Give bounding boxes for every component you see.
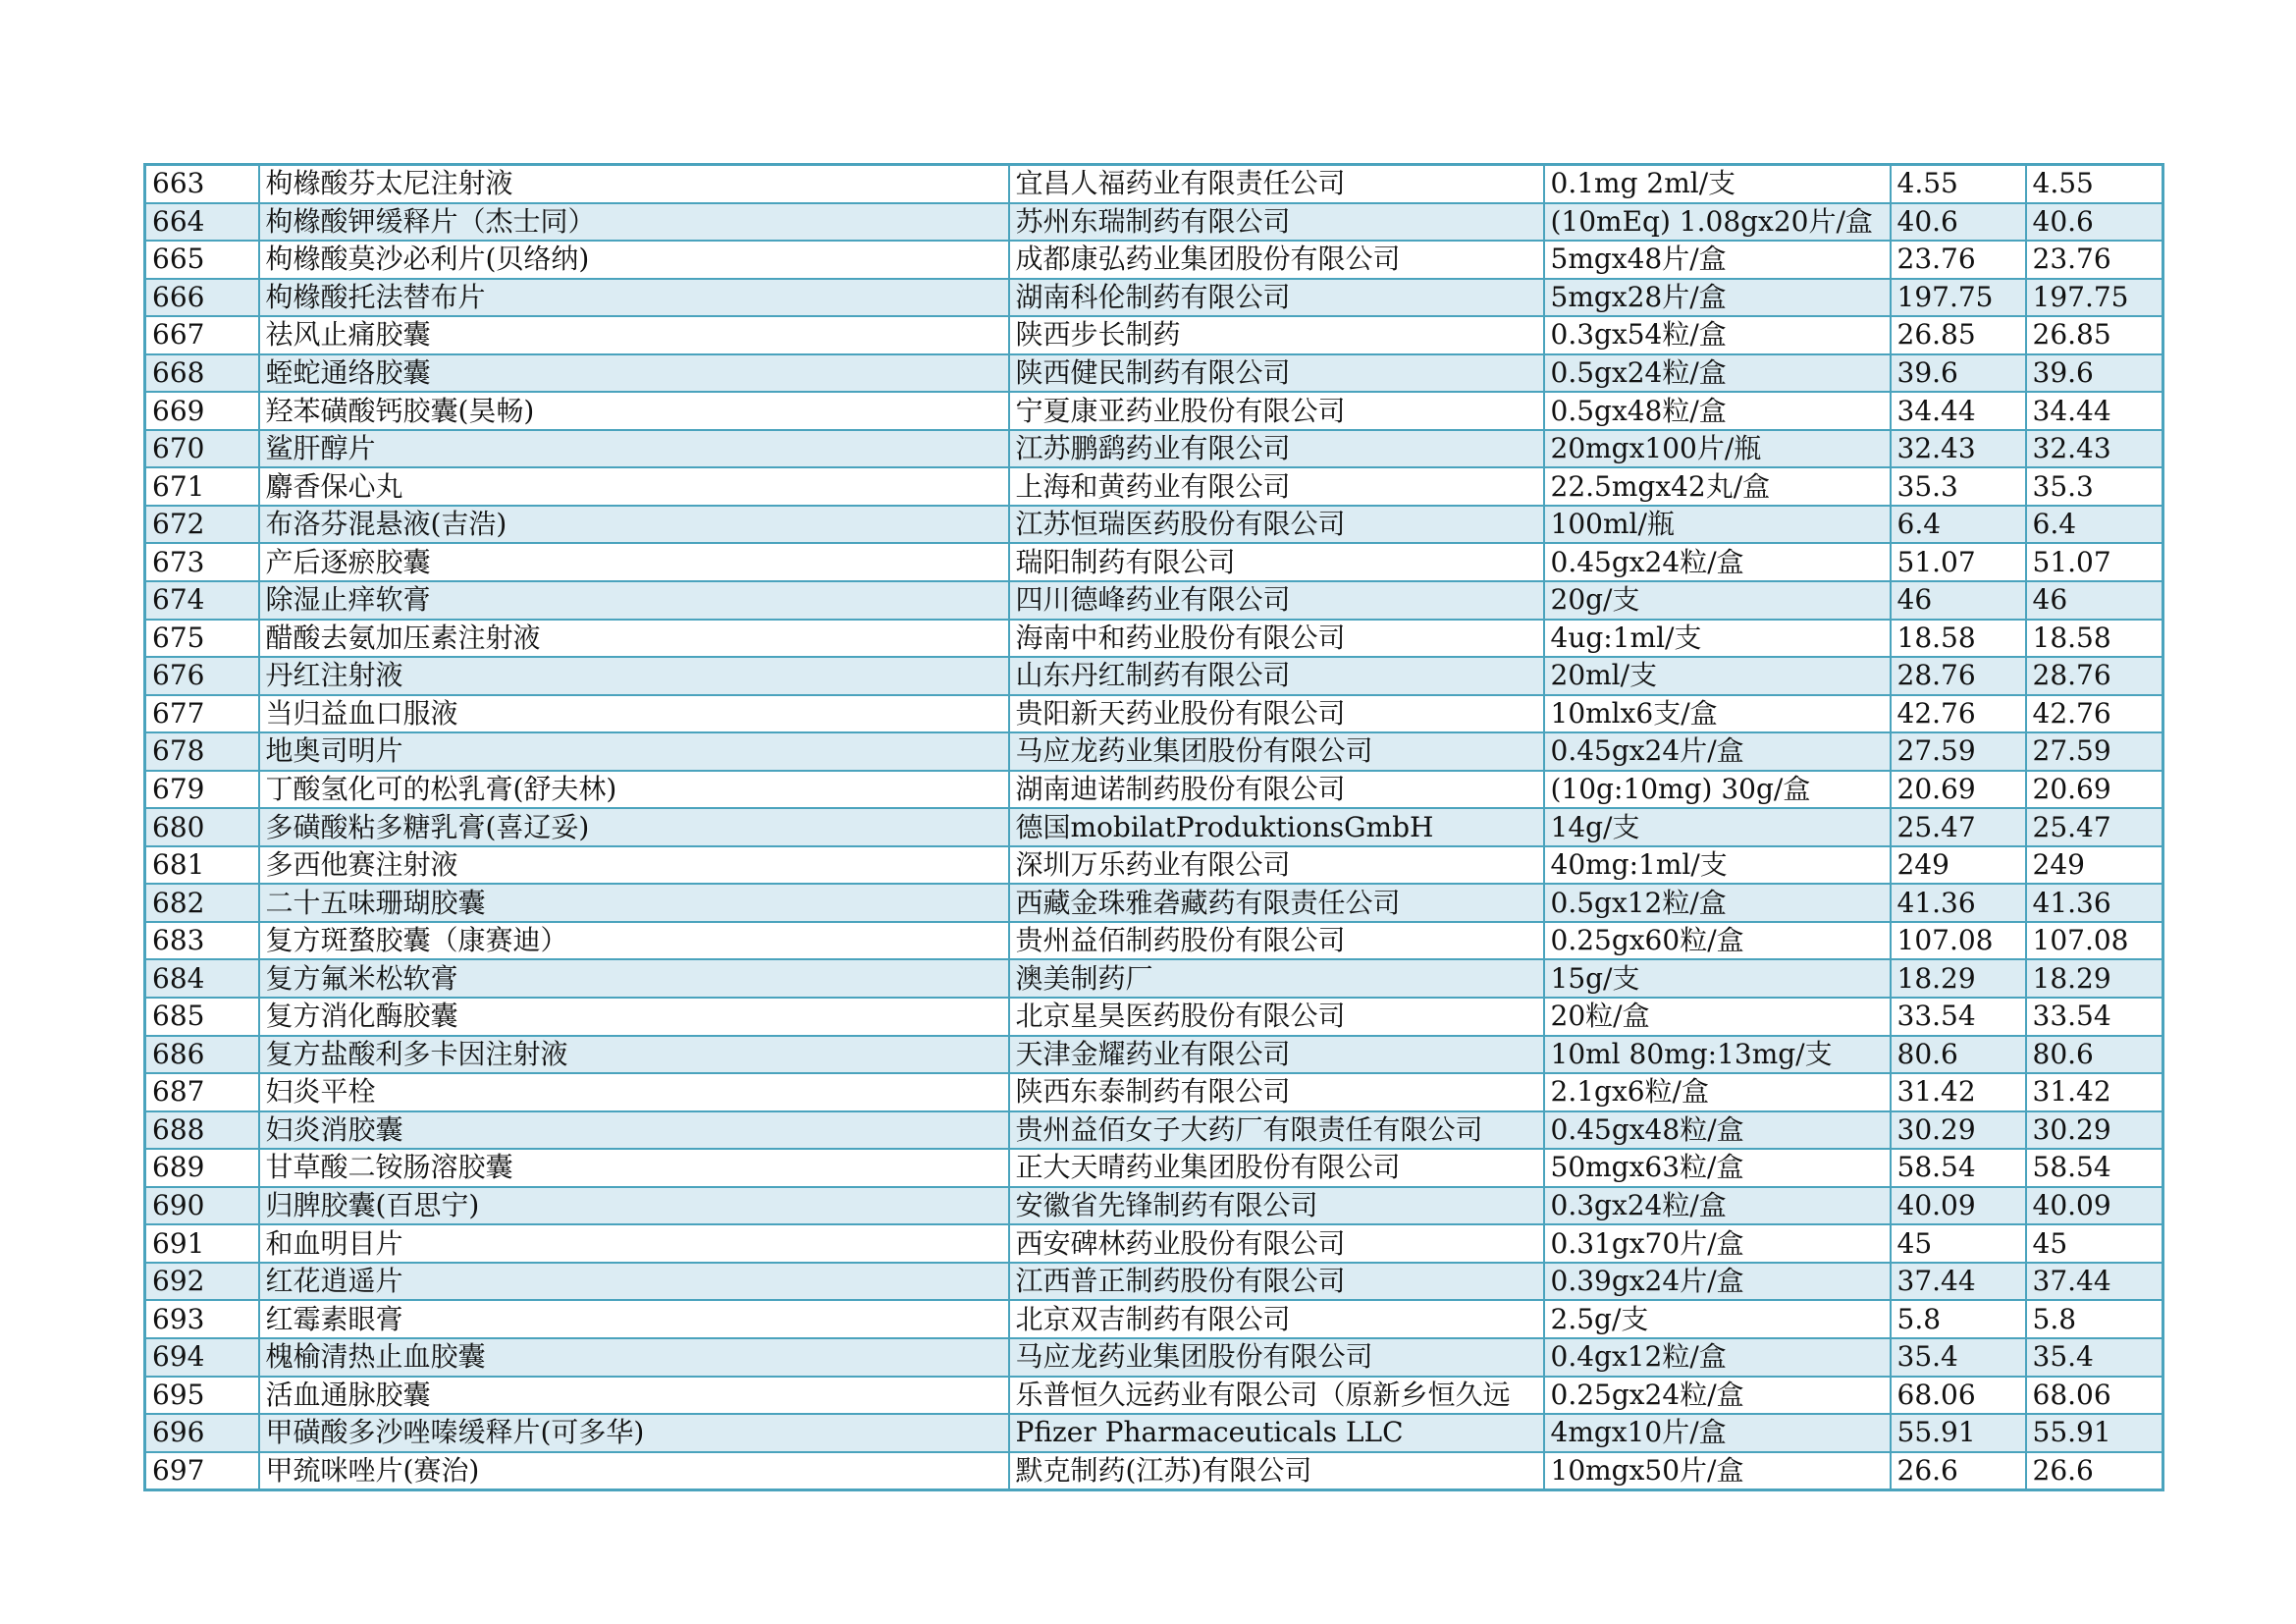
cell-specification: 20ml/支 xyxy=(1544,657,1891,695)
cell-price-b: 4.55 xyxy=(2026,165,2163,203)
cell-row-number: 665 xyxy=(145,241,259,279)
cell-drug-name: 多磺酸粘多糖乳膏(喜辽妥) xyxy=(259,808,1009,846)
cell-price-b: 41.36 xyxy=(2026,884,2163,922)
cell-manufacturer: 天津金耀药业有限公司 xyxy=(1009,1036,1544,1074)
cell-price-b: 27.59 xyxy=(2026,732,2163,771)
cell-manufacturer: 湖南科伦制药有限公司 xyxy=(1009,279,1544,317)
cell-price-b: 30.29 xyxy=(2026,1111,2163,1150)
cell-price-a: 46 xyxy=(1891,581,2026,620)
cell-price-a: 32.43 xyxy=(1891,430,2026,468)
cell-price-b: 25.47 xyxy=(2026,808,2163,846)
drug-price-table xyxy=(143,163,2164,1491)
table-row xyxy=(145,203,2163,242)
cell-manufacturer: 苏州东瑞制药有限公司 xyxy=(1009,203,1544,242)
cell-specification: 0.25gx24粒/盒 xyxy=(1544,1377,1891,1415)
cell-row-number: 694 xyxy=(145,1338,259,1377)
cell-drug-name: 祛风止痛胶囊 xyxy=(259,316,1009,354)
cell-price-b: 80.6 xyxy=(2026,1036,2163,1074)
cell-row-number: 684 xyxy=(145,959,259,998)
cell-row-number: 692 xyxy=(145,1263,259,1301)
cell-row-number: 668 xyxy=(145,354,259,393)
cell-drug-name: 鲨肝醇片 xyxy=(259,430,1009,468)
cell-drug-name: 醋酸去氨加压素注射液 xyxy=(259,620,1009,658)
cell-specification: 0.5gx24粒/盒 xyxy=(1544,354,1891,393)
cell-drug-name: 槐榆清热止血胶囊 xyxy=(259,1338,1009,1377)
cell-manufacturer: 湖南迪诺制药股份有限公司 xyxy=(1009,771,1544,809)
cell-row-number: 671 xyxy=(145,467,259,506)
table-row xyxy=(145,620,2163,658)
cell-row-number: 681 xyxy=(145,846,259,885)
cell-price-b: 37.44 xyxy=(2026,1263,2163,1301)
cell-manufacturer: 陕西健民制药有限公司 xyxy=(1009,354,1544,393)
cell-price-a: 27.59 xyxy=(1891,732,2026,771)
cell-manufacturer: 马应龙药业集团股份有限公司 xyxy=(1009,1338,1544,1377)
cell-specification: 2.1gx6粒/盒 xyxy=(1544,1073,1891,1111)
cell-price-b: 68.06 xyxy=(2026,1377,2163,1415)
cell-price-a: 31.42 xyxy=(1891,1073,2026,1111)
cell-drug-name: 红霉素眼膏 xyxy=(259,1300,1009,1338)
cell-price-a: 28.76 xyxy=(1891,657,2026,695)
cell-manufacturer: Pfizer Pharmaceuticals LLC xyxy=(1009,1414,1544,1452)
cell-price-b: 58.54 xyxy=(2026,1149,2163,1187)
table-row xyxy=(145,467,2163,506)
cell-price-b: 26.6 xyxy=(2026,1452,2163,1490)
cell-manufacturer: 德国mobilatProduktionsGmbH xyxy=(1009,808,1544,846)
cell-price-b: 55.91 xyxy=(2026,1414,2163,1452)
cell-price-b: 34.44 xyxy=(2026,392,2163,430)
cell-price-b: 35.4 xyxy=(2026,1338,2163,1377)
cell-price-b: 31.42 xyxy=(2026,1073,2163,1111)
cell-price-a: 18.58 xyxy=(1891,620,2026,658)
cell-drug-name: 复方盐酸利多卡因注射液 xyxy=(259,1036,1009,1074)
table-row xyxy=(145,922,2163,960)
cell-manufacturer: 深圳万乐药业有限公司 xyxy=(1009,846,1544,885)
cell-drug-name: 麝香保心丸 xyxy=(259,467,1009,506)
cell-specification: 10ml 80mg:13mg/支 xyxy=(1544,1036,1891,1074)
cell-manufacturer: 安徽省先锋制药有限公司 xyxy=(1009,1187,1544,1225)
cell-manufacturer: 江苏鹏鹞药业有限公司 xyxy=(1009,430,1544,468)
cell-manufacturer: 正大天晴药业集团股份有限公司 xyxy=(1009,1149,1544,1187)
cell-price-a: 55.91 xyxy=(1891,1414,2026,1452)
cell-drug-name: 复方斑蝥胶囊（康赛迪） xyxy=(259,922,1009,960)
cell-price-a: 68.06 xyxy=(1891,1377,2026,1415)
cell-drug-name: 多西他赛注射液 xyxy=(259,846,1009,885)
cell-row-number: 690 xyxy=(145,1187,259,1225)
cell-row-number: 677 xyxy=(145,695,259,733)
cell-row-number: 683 xyxy=(145,922,259,960)
cell-price-a: 51.07 xyxy=(1891,543,2026,581)
cell-price-a: 35.4 xyxy=(1891,1338,2026,1377)
cell-row-number: 689 xyxy=(145,1149,259,1187)
table-row xyxy=(145,771,2163,809)
cell-specification: 0.45gx24片/盒 xyxy=(1544,732,1891,771)
cell-price-a: 30.29 xyxy=(1891,1111,2026,1150)
cell-drug-name: 甲巯咪唑片(赛治) xyxy=(259,1452,1009,1490)
cell-price-b: 33.54 xyxy=(2026,998,2163,1036)
cell-price-b: 6.4 xyxy=(2026,506,2163,544)
cell-price-b: 39.6 xyxy=(2026,354,2163,393)
cell-manufacturer: 上海和黄药业有限公司 xyxy=(1009,467,1544,506)
cell-specification: 100ml/瓶 xyxy=(1544,506,1891,544)
table-row xyxy=(145,392,2163,430)
cell-price-b: 51.07 xyxy=(2026,543,2163,581)
cell-manufacturer: 陕西步长制药 xyxy=(1009,316,1544,354)
cell-drug-name: 枸橼酸钾缓释片（杰士同） xyxy=(259,203,1009,242)
cell-manufacturer: 北京星昊医药股份有限公司 xyxy=(1009,998,1544,1036)
cell-drug-name: 地奥司明片 xyxy=(259,732,1009,771)
cell-specification: 10mlx6支/盒 xyxy=(1544,695,1891,733)
cell-price-a: 42.76 xyxy=(1891,695,2026,733)
cell-price-b: 5.8 xyxy=(2026,1300,2163,1338)
cell-specification: 0.1mg 2ml/支 xyxy=(1544,165,1891,203)
cell-row-number: 686 xyxy=(145,1036,259,1074)
cell-price-b: 40.6 xyxy=(2026,203,2163,242)
cell-drug-name: 红花逍遥片 xyxy=(259,1263,1009,1301)
cell-row-number: 697 xyxy=(145,1452,259,1490)
cell-row-number: 685 xyxy=(145,998,259,1036)
cell-specification: 0.3gx24粒/盒 xyxy=(1544,1187,1891,1225)
cell-price-a: 33.54 xyxy=(1891,998,2026,1036)
cell-manufacturer: 贵阳新天药业股份有限公司 xyxy=(1009,695,1544,733)
cell-price-b: 26.85 xyxy=(2026,316,2163,354)
table-row xyxy=(145,1073,2163,1111)
cell-price-b: 18.58 xyxy=(2026,620,2163,658)
cell-drug-name: 和血明目片 xyxy=(259,1224,1009,1263)
cell-price-b: 249 xyxy=(2026,846,2163,885)
cell-specification: (10g:10mg) 30g/盒 xyxy=(1544,771,1891,809)
cell-price-b: 197.75 xyxy=(2026,279,2163,317)
cell-row-number: 696 xyxy=(145,1414,259,1452)
cell-price-a: 35.3 xyxy=(1891,467,2026,506)
cell-price-b: 40.09 xyxy=(2026,1187,2163,1225)
cell-drug-name: 丹红注射液 xyxy=(259,657,1009,695)
cell-row-number: 693 xyxy=(145,1300,259,1338)
cell-row-number: 670 xyxy=(145,430,259,468)
cell-manufacturer: 贵州益佰制药股份有限公司 xyxy=(1009,922,1544,960)
cell-row-number: 672 xyxy=(145,506,259,544)
cell-drug-name: 枸橼酸芬太尼注射液 xyxy=(259,165,1009,203)
cell-drug-name: 羟苯磺酸钙胶囊(昊畅) xyxy=(259,392,1009,430)
cell-manufacturer: 成都康弘药业集团股份有限公司 xyxy=(1009,241,1544,279)
cell-row-number: 667 xyxy=(145,316,259,354)
cell-manufacturer: 马应龙药业集团股份有限公司 xyxy=(1009,732,1544,771)
table-row xyxy=(145,1263,2163,1301)
cell-price-a: 39.6 xyxy=(1891,354,2026,393)
cell-price-a: 107.08 xyxy=(1891,922,2026,960)
cell-specification: 20mgx100片/瓶 xyxy=(1544,430,1891,468)
cell-row-number: 674 xyxy=(145,581,259,620)
cell-manufacturer: 四川德峰药业有限公司 xyxy=(1009,581,1544,620)
cell-row-number: 664 xyxy=(145,203,259,242)
cell-price-b: 35.3 xyxy=(2026,467,2163,506)
table-row xyxy=(145,846,2163,885)
cell-drug-name: 蛭蛇通络胶囊 xyxy=(259,354,1009,393)
cell-drug-name: 甲磺酸多沙唑嗪缓释片(可多华) xyxy=(259,1414,1009,1452)
cell-specification: 4mgx10片/盒 xyxy=(1544,1414,1891,1452)
table-row xyxy=(145,316,2163,354)
cell-specification: 0.39gx24片/盒 xyxy=(1544,1263,1891,1301)
cell-price-a: 37.44 xyxy=(1891,1263,2026,1301)
table-row xyxy=(145,430,2163,468)
table-row xyxy=(145,884,2163,922)
cell-manufacturer: 北京双吉制药有限公司 xyxy=(1009,1300,1544,1338)
cell-manufacturer: 贵州益佰女子大药厂有限责任有限公司 xyxy=(1009,1111,1544,1150)
cell-specification: 5mgx28片/盒 xyxy=(1544,279,1891,317)
table-row xyxy=(145,581,2163,620)
table-row xyxy=(145,732,2163,771)
table-row xyxy=(145,241,2163,279)
table-row xyxy=(145,506,2163,544)
table-row xyxy=(145,1187,2163,1225)
cell-price-a: 26.6 xyxy=(1891,1452,2026,1490)
cell-price-b: 23.76 xyxy=(2026,241,2163,279)
table-row xyxy=(145,998,2163,1036)
cell-manufacturer: 江西普正制药股份有限公司 xyxy=(1009,1263,1544,1301)
cell-price-a: 26.85 xyxy=(1891,316,2026,354)
table-row xyxy=(145,354,2163,393)
cell-price-a: 23.76 xyxy=(1891,241,2026,279)
cell-specification: 10mgx50片/盒 xyxy=(1544,1452,1891,1490)
cell-specification: 5mgx48片/盒 xyxy=(1544,241,1891,279)
table-row xyxy=(145,959,2163,998)
cell-manufacturer: 宜昌人福药业有限责任公司 xyxy=(1009,165,1544,203)
cell-row-number: 688 xyxy=(145,1111,259,1150)
cell-drug-name: 妇炎消胶囊 xyxy=(259,1111,1009,1150)
cell-price-b: 20.69 xyxy=(2026,771,2163,809)
cell-drug-name: 二十五味珊瑚胶囊 xyxy=(259,884,1009,922)
cell-row-number: 676 xyxy=(145,657,259,695)
cell-specification: 15g/支 xyxy=(1544,959,1891,998)
cell-specification: 4ug:1ml/支 xyxy=(1544,620,1891,658)
cell-row-number: 669 xyxy=(145,392,259,430)
cell-price-a: 40.6 xyxy=(1891,203,2026,242)
cell-specification: 22.5mgx42丸/盒 xyxy=(1544,467,1891,506)
cell-drug-name: 甘草酸二铵肠溶胶囊 xyxy=(259,1149,1009,1187)
cell-drug-name: 除湿止痒软膏 xyxy=(259,581,1009,620)
cell-specification: (10mEq) 1.08gx20片/盒 xyxy=(1544,203,1891,242)
cell-price-a: 58.54 xyxy=(1891,1149,2026,1187)
table-row xyxy=(145,1300,2163,1338)
cell-row-number: 695 xyxy=(145,1377,259,1415)
table-row xyxy=(145,279,2163,317)
cell-price-b: 18.29 xyxy=(2026,959,2163,998)
cell-price-a: 197.75 xyxy=(1891,279,2026,317)
cell-price-b: 107.08 xyxy=(2026,922,2163,960)
cell-price-a: 41.36 xyxy=(1891,884,2026,922)
cell-row-number: 679 xyxy=(145,771,259,809)
table-row xyxy=(145,1224,2163,1263)
table-row xyxy=(145,1111,2163,1150)
cell-drug-name: 枸橼酸托法替布片 xyxy=(259,279,1009,317)
cell-manufacturer: 江苏恒瑞医药股份有限公司 xyxy=(1009,506,1544,544)
cell-drug-name: 产后逐瘀胶囊 xyxy=(259,543,1009,581)
cell-row-number: 675 xyxy=(145,620,259,658)
cell-price-a: 4.55 xyxy=(1891,165,2026,203)
table-row xyxy=(145,1036,2163,1074)
cell-price-a: 45 xyxy=(1891,1224,2026,1263)
cell-drug-name: 复方消化酶胶囊 xyxy=(259,998,1009,1036)
cell-drug-name: 当归益血口服液 xyxy=(259,695,1009,733)
cell-manufacturer: 乐普恒久远药业有限公司（原新乡恒久远 xyxy=(1009,1377,1544,1415)
cell-price-b: 42.76 xyxy=(2026,695,2163,733)
cell-price-a: 80.6 xyxy=(1891,1036,2026,1074)
cell-drug-name: 布洛芬混悬液(吉浩) xyxy=(259,506,1009,544)
table-row xyxy=(145,1452,2163,1490)
cell-specification: 0.3gx54粒/盒 xyxy=(1544,316,1891,354)
table-row xyxy=(145,1414,2163,1452)
cell-price-a: 25.47 xyxy=(1891,808,2026,846)
cell-specification: 14g/支 xyxy=(1544,808,1891,846)
cell-price-a: 34.44 xyxy=(1891,392,2026,430)
cell-specification: 0.5gx12粒/盒 xyxy=(1544,884,1891,922)
table-row xyxy=(145,657,2163,695)
cell-manufacturer: 默克制药(江苏)有限公司 xyxy=(1009,1452,1544,1490)
cell-row-number: 680 xyxy=(145,808,259,846)
cell-price-a: 40.09 xyxy=(1891,1187,2026,1225)
cell-row-number: 682 xyxy=(145,884,259,922)
table-row xyxy=(145,165,2163,203)
cell-manufacturer: 宁夏康亚药业股份有限公司 xyxy=(1009,392,1544,430)
cell-row-number: 678 xyxy=(145,732,259,771)
table-row xyxy=(145,1149,2163,1187)
cell-specification: 0.31gx70片/盒 xyxy=(1544,1224,1891,1263)
cell-price-b: 45 xyxy=(2026,1224,2163,1263)
cell-drug-name: 活血通脉胶囊 xyxy=(259,1377,1009,1415)
cell-drug-name: 归脾胶囊(百思宁) xyxy=(259,1187,1009,1225)
table-body xyxy=(145,165,2163,1490)
table-row xyxy=(145,543,2163,581)
cell-specification: 50mgx63粒/盒 xyxy=(1544,1149,1891,1187)
cell-specification: 0.4gx12粒/盒 xyxy=(1544,1338,1891,1377)
cell-price-b: 46 xyxy=(2026,581,2163,620)
cell-price-b: 28.76 xyxy=(2026,657,2163,695)
cell-price-b: 32.43 xyxy=(2026,430,2163,468)
cell-price-a: 6.4 xyxy=(1891,506,2026,544)
cell-manufacturer: 陕西东泰制药有限公司 xyxy=(1009,1073,1544,1111)
cell-drug-name: 丁酸氢化可的松乳膏(舒夫林) xyxy=(259,771,1009,809)
cell-manufacturer: 澳美制药厂 xyxy=(1009,959,1544,998)
table-row xyxy=(145,808,2163,846)
cell-specification: 20粒/盒 xyxy=(1544,998,1891,1036)
cell-manufacturer: 西安碑林药业股份有限公司 xyxy=(1009,1224,1544,1263)
cell-row-number: 691 xyxy=(145,1224,259,1263)
cell-specification: 0.5gx48粒/盒 xyxy=(1544,392,1891,430)
cell-manufacturer: 西藏金珠雅砻藏药有限责任公司 xyxy=(1009,884,1544,922)
cell-specification: 0.25gx60粒/盒 xyxy=(1544,922,1891,960)
cell-drug-name: 妇炎平栓 xyxy=(259,1073,1009,1111)
cell-specification: 0.45gx24粒/盒 xyxy=(1544,543,1891,581)
cell-row-number: 663 xyxy=(145,165,259,203)
table-row xyxy=(145,1377,2163,1415)
table-row xyxy=(145,1338,2163,1377)
cell-drug-name: 复方氟米松软膏 xyxy=(259,959,1009,998)
cell-price-a: 18.29 xyxy=(1891,959,2026,998)
cell-row-number: 687 xyxy=(145,1073,259,1111)
cell-manufacturer: 山东丹红制药有限公司 xyxy=(1009,657,1544,695)
cell-row-number: 673 xyxy=(145,543,259,581)
cell-price-a: 20.69 xyxy=(1891,771,2026,809)
cell-price-a: 249 xyxy=(1891,846,2026,885)
cell-drug-name: 枸橼酸莫沙必利片(贝络纳) xyxy=(259,241,1009,279)
cell-specification: 40mg:1ml/支 xyxy=(1544,846,1891,885)
cell-specification: 0.45gx48粒/盒 xyxy=(1544,1111,1891,1150)
cell-specification: 20g/支 xyxy=(1544,581,1891,620)
cell-price-a: 5.8 xyxy=(1891,1300,2026,1338)
cell-specification: 2.5g/支 xyxy=(1544,1300,1891,1338)
cell-row-number: 666 xyxy=(145,279,259,317)
table-row xyxy=(145,695,2163,733)
cell-manufacturer: 瑞阳制药有限公司 xyxy=(1009,543,1544,581)
cell-manufacturer: 海南中和药业股份有限公司 xyxy=(1009,620,1544,658)
